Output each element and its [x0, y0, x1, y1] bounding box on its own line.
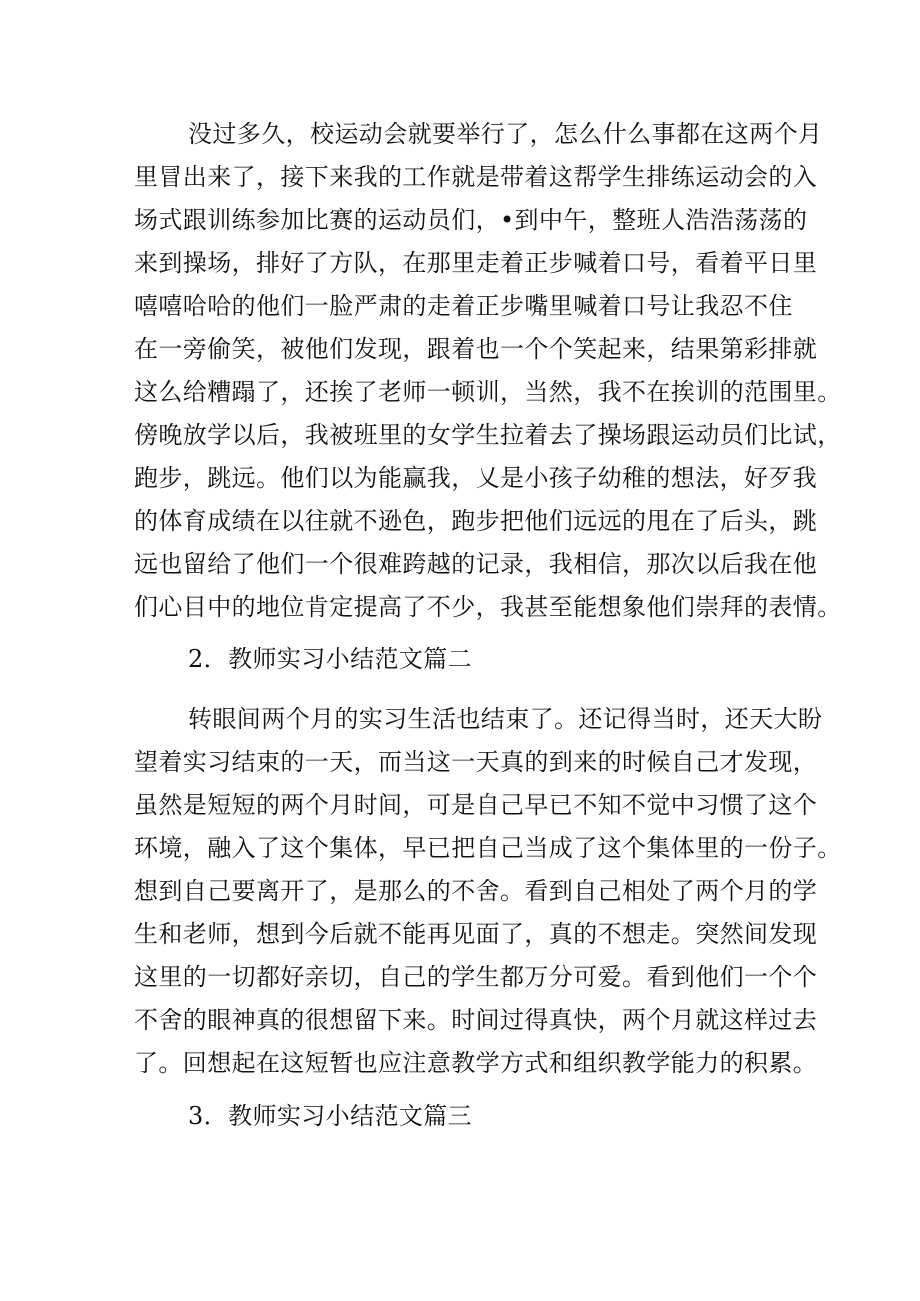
paragraph-1-line-12: 们心目中的地位肯定提高了不少，我甚至能想象他们崇拜的表情。 [134, 593, 842, 621]
paragraph-2-line-2: 望着实习结束的一天，而当这一天真的到来的时候自己才发现， [134, 748, 818, 776]
section-heading-2: 2．教师实习小结范文篇二 [188, 645, 473, 673]
paragraph-1-line-9: 跑步，跳远。他们以为能赢我，乂是小孩子幼稚的想法，好歹我 [134, 464, 818, 492]
paragraph-2-line-3: 虽然是短短的两个月时间，可是自己早已不知不觉中习惯了这个 [134, 791, 818, 819]
paragraph-2-line-5: 想到自己要离开了，是那么的不舍。看到自己相处了两个月的学 [134, 877, 818, 905]
paragraph-1-line-11: 远也留给了他们一个很难跨越的记录，我相信，那次以后我在他 [134, 550, 818, 578]
section-heading-3: 3．教师实习小结范文篇三 [188, 1102, 473, 1130]
paragraph-2-line-8: 不舍的眼神真的很想留下来。时间过得真快，两个月就这样过去 [134, 1006, 818, 1034]
paragraph-1-line-4: 来到操场，排好了方队，在那里走着正步喊着口号，看着平日里 [134, 249, 818, 277]
paragraph-1-line-3: 场式跟训练参加比赛的运动员们，•到中午，整班人浩浩荡荡的 [134, 206, 808, 234]
paragraph-1-line-5: 嘻嘻哈哈的他们一脸严肃的走着正步嘴里喊着口号让我忍不住 [134, 292, 793, 320]
paragraph-2-line-9: 了。回想起在这短暂也应注意教学方式和组织教学能力的积累。 [134, 1049, 818, 1077]
paragraph-1-line-7: 这么给糟蹋了，还挨了老师一顿训，当然，我不在挨训的范围里。 [134, 378, 842, 406]
paragraph-1-line-2: 里冒出来了，接下来我的工作就是带着这帮学生排练运动会的入 [134, 163, 818, 191]
paragraph-1-line-8: 傍晚放学以后，我被班里的女学生拉着去了操场跟运动员们比试， [134, 421, 842, 449]
paragraph-2-line-4: 环境，融入了这个集体，早已把自己当成了这个集体里的一份子。 [134, 834, 842, 862]
paragraph-2-line-1: 转眼间两个月的实习生活也结束了。还记得当时，还天大盼 [188, 705, 823, 733]
paragraph-1-line-10: 的体育成绩在以往就不逊色，跑步把他们远远的甩在了后头，跳 [134, 507, 818, 535]
paragraph-2-line-7: 这里的一切都好亲切，自己的学生都万分可爱。看到他们一个个 [134, 963, 818, 991]
paragraph-1-line-6: 在一旁偷笑，被他们发现，跟着也一个个笑起来，结果第彩排就 [134, 335, 818, 363]
paragraph-2-line-6: 生和老师，想到今后就不能再见面了，真的不想走。突然间发现 [134, 920, 818, 948]
paragraph-1-line-1: 没过多久，校运动会就要举行了，怎么什么事都在这两个月 [188, 120, 823, 148]
